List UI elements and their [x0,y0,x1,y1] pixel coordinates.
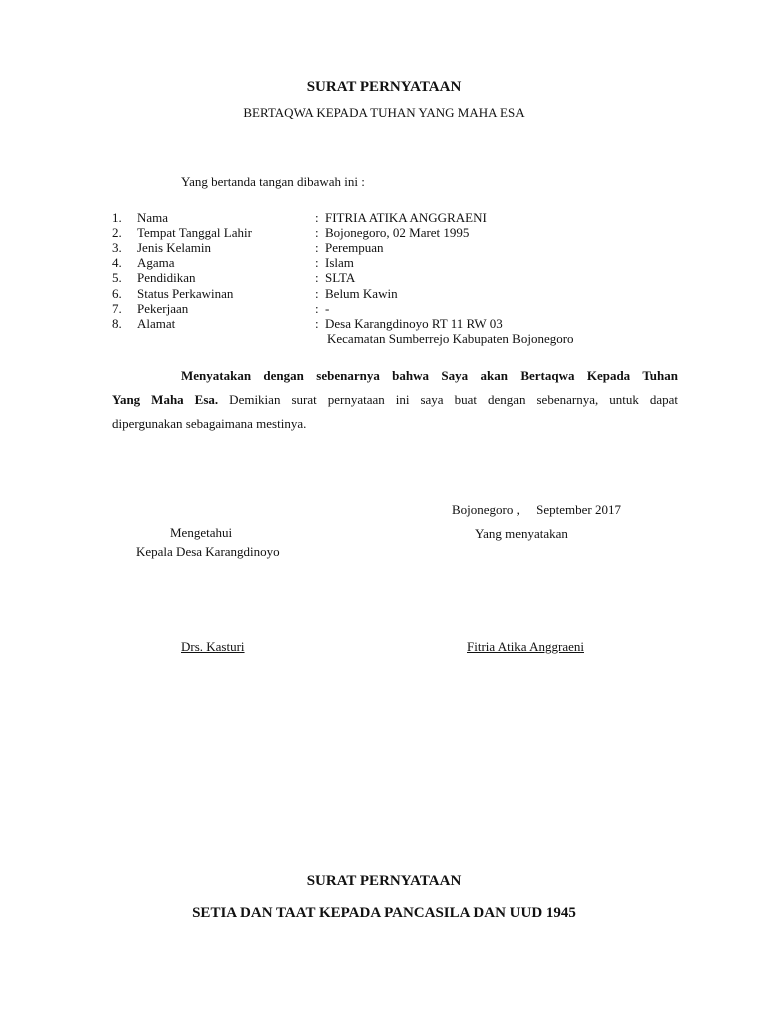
item-label: Tempat Tanggal Lahir [137,225,252,240]
statement-paragraph [112,364,678,436]
item-label: Nama [137,210,169,225]
statement-line-1 [112,364,678,388]
item-label: Status Perkawinan [137,286,234,301]
acknowledged-label: Mengetahui [170,525,233,540]
item-colon: : [315,270,319,285]
item-number: 7. [112,301,122,316]
item-value: Desa Karangdinoyo RT 11 RW 03 [325,316,503,331]
item-colon: : [315,255,319,270]
item-label: Alamat [137,316,176,331]
item-colon: : [315,240,319,255]
item-colon: : [315,316,319,331]
item-number: 5. [112,270,122,285]
statement-bold-2: Yang Maha Esa. [112,392,219,407]
item-colon: : [315,301,319,316]
village-head-name: Drs. Kasturi [181,639,245,654]
declarant-name: Fitria Atika Anggraeni [467,639,584,654]
declarant-label: Yang menyatakan [475,526,568,541]
second-subtitle: SETIA DAN TAAT KEPADA PANCASILA DAN UUD 1945 [192,905,576,921]
item-label: Pekerjaan [137,301,189,316]
item-number: 3. [112,240,122,255]
item-label: Jenis Kelamin [137,240,212,255]
statement-line-2 [112,388,678,412]
item-value: Belum Kawin [325,286,398,301]
item-number: 2. [112,225,122,240]
intro-text: Yang bertanda tangan dibawah ini : [181,174,365,189]
item-number: 8. [112,316,122,331]
item-number: 4. [112,255,122,270]
item-value: FITRIA ATIKA ANGGRAENI [325,210,487,225]
item-value: Perempuan [325,240,384,255]
second-title: SURAT PERNYATAAN [306,873,462,889]
item-number: 1. [112,210,122,225]
item-colon: : [315,225,319,240]
statement-line-3: dipergunakan sebagaimana mestinya. [112,416,307,431]
place-date: Bojonegoro , September 2017 [452,502,621,517]
item-value: Islam [325,255,354,270]
statement-bold-1: Menyatakan dengan sebenarnya bahwa Saya akan Bertaqwa Kepada Tuhan [181,368,678,383]
village-head-title: Kepala Desa Karangdinoyo [136,544,280,559]
address-line-2: Kecamatan Sumberrejo Kabupaten Bojonegoro [327,331,574,346]
item-number: 6. [112,286,122,301]
item-value: Bojonegoro, 02 Maret 1995 [325,225,470,240]
item-label: Agama [137,255,175,270]
item-colon: : [315,286,319,301]
item-value: SLTA [325,270,356,285]
item-value: - [325,301,330,316]
page-title: SURAT PERNYATAAN [306,79,462,95]
item-colon: : [315,210,319,225]
item-label: Pendidikan [137,270,196,285]
statement-text-2: Demikian surat pernyataan ini saya buat dengan sebenarnya, untuk dapat [218,392,678,407]
page-subtitle: BERTAQWA KEPADA TUHAN YANG MAHA ESA [243,105,525,120]
